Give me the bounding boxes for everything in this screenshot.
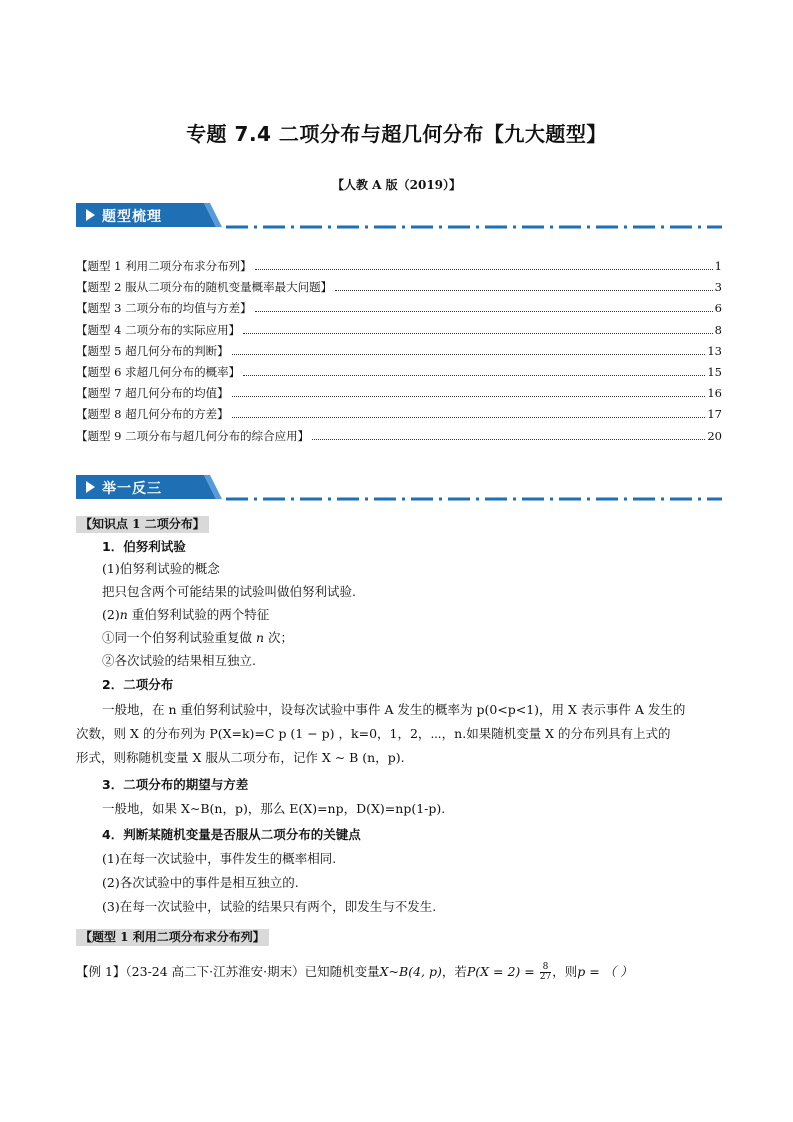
- toc-item-page: 17: [707, 407, 722, 422]
- text-span: (2): [102, 607, 120, 622]
- text-span: n: [119, 607, 128, 622]
- math-probability: P(X = 2) =: [466, 964, 535, 979]
- heading-bernoulli: 1．伯努利试验: [102, 539, 186, 554]
- text-span: ①同一个伯努利试验重复做: [102, 630, 256, 645]
- text-span: ，若: [441, 964, 467, 979]
- play-arrow-icon: [86, 209, 95, 221]
- toc-item-page: 6: [714, 301, 722, 316]
- toc-dot-leader: [312, 438, 705, 440]
- heading-expectation: 3．二项分布的期望与方差: [102, 777, 249, 792]
- text-span: ，则: [552, 964, 578, 979]
- text-span: n: [255, 630, 265, 645]
- toc-item-label: 【题型 8 超几何分布的方差】: [76, 407, 229, 422]
- fraction-denominator: 27: [539, 972, 552, 982]
- text-span: 次；: [264, 630, 294, 645]
- text-line: 一般地，如果 X∼B(n，p)，那么 E(X)=np，D(X)=np(1-p).: [102, 801, 446, 816]
- toc-item[interactable]: [76, 279, 722, 300]
- toc-dot-leader: [232, 395, 706, 397]
- toc-item-label: 【题型 1 利用二项分布求分布列】: [76, 259, 252, 273]
- toc-item-label: 【题型 5 超几何分布的判断】: [76, 343, 229, 358]
- text-line: (1)伯努利试验的概念: [102, 561, 220, 576]
- text-span: 重伯努利试验的两个特征: [127, 607, 270, 622]
- definition-line: 形式，则称随机变量 X 服从二项分布，记作 X ∼ B (n，p).: [76, 750, 405, 765]
- toc-item[interactable]: [76, 343, 722, 364]
- toc-item[interactable]: [76, 258, 722, 279]
- text-line: (1)在每一次试验中，事件发生的概率相同.: [102, 851, 337, 866]
- toc-item-label: 【题型 4 二项分布的实际应用】: [76, 322, 241, 337]
- toc-dot-leader: [243, 374, 705, 376]
- section-banner-examples: [76, 473, 722, 501]
- page-subtitle: 【人教 A 版（2019）】: [331, 178, 462, 192]
- fraction-numerator: 8: [540, 963, 551, 973]
- toc-item[interactable]: [76, 300, 722, 321]
- toc-item-label: 【题型 3 二项分布的均值与方差】: [76, 301, 252, 316]
- toc-item-page: 3: [714, 280, 722, 295]
- toc-item-label: 【题型 9 二项分布与超几何分布的综合应用】: [76, 428, 310, 443]
- text-line: [102, 628, 748, 648]
- banner-graphic: [76, 473, 722, 501]
- toc-dot-leader: [232, 353, 706, 355]
- text-line: ②各次试验的结果相互独立.: [102, 653, 256, 668]
- text-line: 把只包含两个可能结果的试验叫做伯努利试验.: [102, 584, 356, 599]
- toc-dot-leader: [243, 332, 713, 334]
- toc-dot-leader: [232, 416, 706, 418]
- toc-dot-leader: [335, 289, 713, 291]
- toc-item[interactable]: [76, 364, 722, 385]
- play-arrow-icon: [86, 481, 95, 493]
- toc-item-page: 16: [707, 386, 722, 401]
- toc-item-label: 【题型 7 超几何分布的均值】: [76, 386, 229, 401]
- definition-line: 次数，则 X 的分布列为 P(X=k)=C p (1 − p) ，k=0，1，2，⋯，n.如果随机变量 X 的分布列具有上式的: [76, 726, 671, 741]
- toc-item-page: 20: [707, 428, 722, 443]
- example-1: [76, 962, 722, 982]
- toc-item[interactable]: [76, 406, 722, 427]
- heading-key-points: 4．判断某随机变量是否服从二项分布的关键点: [102, 827, 361, 842]
- toc-item-page: 8: [714, 322, 722, 337]
- banner-label: 举一反三: [102, 481, 162, 497]
- definition-line: 一般地，在 n 重伯努利试验中，设每次试验中事件 A 发生的概率为 p(0<p<1)，用 X 表示事件 A 发生的: [102, 702, 686, 717]
- toc-item-page: 1: [714, 259, 722, 273]
- text-line: (2)各次试验中的事件是相互独立的.: [102, 875, 299, 890]
- heading-binomial: 2．二项分布: [102, 677, 174, 692]
- banner-label: 题型梳理: [102, 209, 162, 225]
- toc-dot-leader: [255, 310, 713, 312]
- text-line: [102, 605, 748, 625]
- toc-item[interactable]: [76, 428, 722, 449]
- banner-graphic: [76, 201, 722, 229]
- toc-item-label: 【题型 2 服从二项分布的随机变量概率最大问题】: [76, 280, 333, 295]
- toc-item[interactable]: [76, 322, 722, 343]
- text-line: (3)在每一次试验中，试验的结果只有两个，即发生与不发生.: [102, 899, 437, 914]
- answer-blank: p = （ ）: [577, 964, 633, 979]
- example-prefix: 【例 1】（23-24 高二下·江苏淮安·期末）已知随机变量: [76, 964, 380, 979]
- toc-item-page: 15: [707, 364, 722, 379]
- knowledge-point-tag: 【知识点 1 二项分布】: [76, 516, 209, 533]
- toc-item-page: 13: [707, 343, 722, 358]
- fraction: [540, 963, 551, 982]
- toc-item-label: 【题型 6 求超几何分布的概率】: [76, 364, 241, 379]
- section-banner-topic-outline: [76, 201, 722, 229]
- question-type-tag: 【题型 1 利用二项分布求分布列】: [76, 929, 269, 946]
- math-distribution: X~B(4, p): [379, 964, 442, 979]
- page-title: 专题 7.4 二项分布与超几何分布【九大题型】: [186, 122, 607, 146]
- toc-item[interactable]: [76, 385, 722, 406]
- toc-dot-leader: [255, 268, 713, 270]
- table-of-contents: [76, 258, 722, 449]
